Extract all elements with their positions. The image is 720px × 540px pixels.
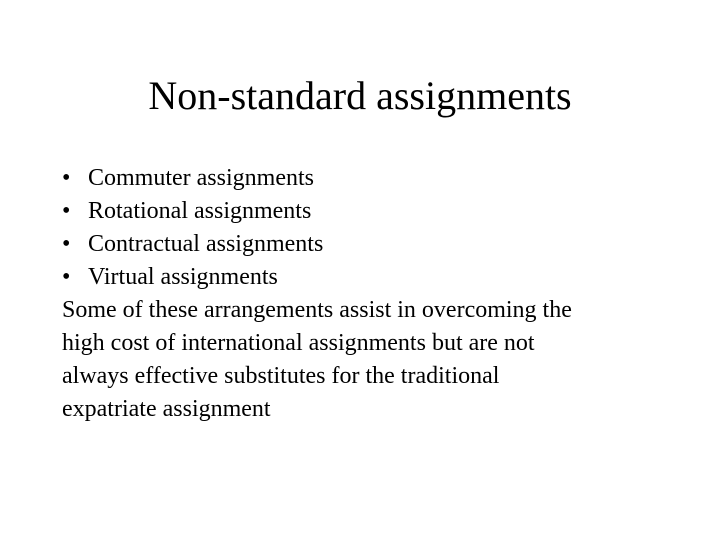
bullet-dot-icon: • [62, 264, 71, 290]
bullet-text: Virtual assignments [88, 264, 278, 290]
slide-title: Non-standard assignments [148, 73, 572, 118]
bullet-dot-icon: • [62, 231, 71, 257]
bullet-list [62, 162, 672, 294]
bullet-text: Rotational assignments [88, 198, 312, 224]
bullet-text: Contractual assignments [88, 231, 324, 257]
paragraph-line: expatriate assignment [62, 396, 271, 422]
paragraph-line: high cost of international assignments but are not [62, 330, 535, 356]
summary-paragraph [62, 294, 672, 426]
slide-body [62, 162, 672, 426]
paragraph-line: Some of these arrangements assist in overcoming the [62, 297, 572, 323]
bullet-dot-icon: • [62, 198, 71, 224]
bullet-text: Commuter assignments [88, 165, 314, 191]
paragraph-line: always effective substitutes for the traditional [62, 363, 500, 389]
bullet-item [62, 261, 672, 294]
bullet-item [62, 228, 672, 261]
bullet-item [62, 162, 672, 195]
bullet-dot-icon: • [62, 165, 71, 191]
bullet-item [62, 195, 672, 228]
